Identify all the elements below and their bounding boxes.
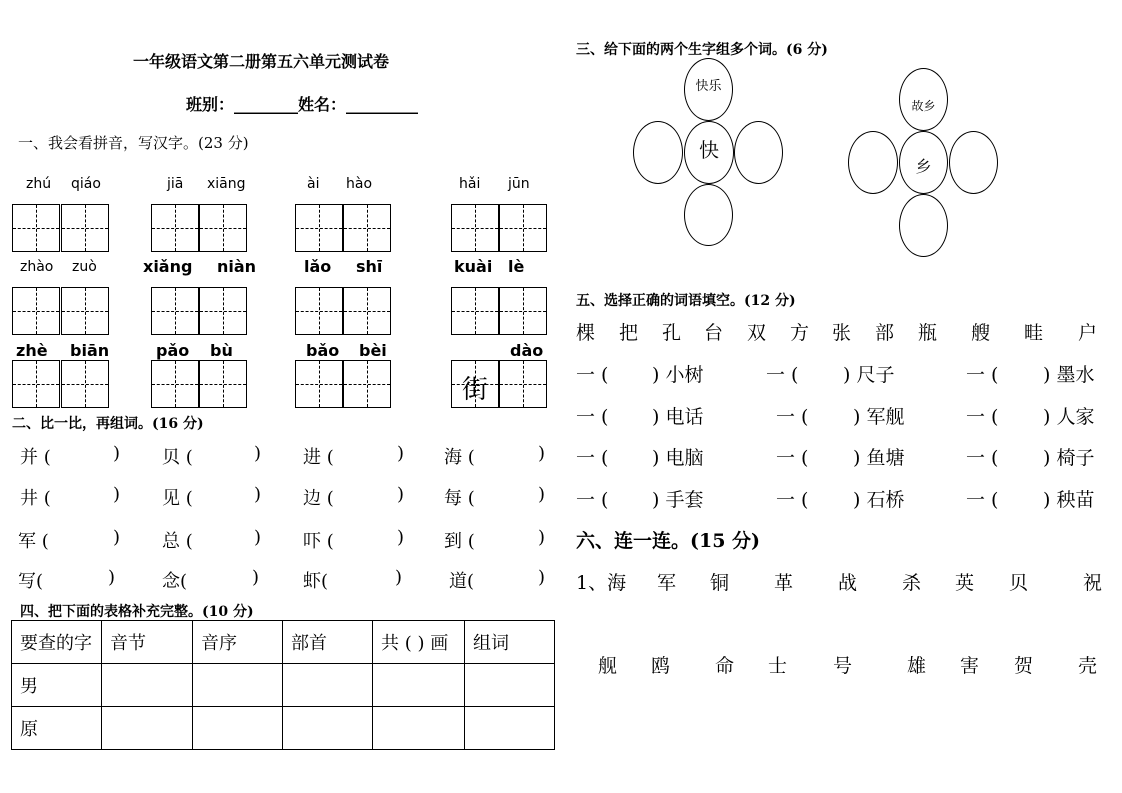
- word-bubble-top[interactable]: [684, 58, 733, 121]
- table-header: 要查的字: [12, 621, 102, 664]
- fill-prefix: 一 (: [776, 406, 809, 428]
- choice-word: 部: [875, 322, 895, 344]
- fill-prefix: 一 (: [576, 489, 609, 511]
- table-row: [12, 707, 555, 750]
- fill-suffix: ) 椅子: [1043, 447, 1095, 469]
- writing-grid-cell[interactable]: [343, 287, 391, 335]
- connect-word-top[interactable]: 军: [657, 572, 677, 594]
- pinyin: zhè: [16, 341, 48, 360]
- connect-word-bottom[interactable]: 舰: [598, 655, 618, 677]
- fill-suffix: ) 军舰: [853, 406, 905, 428]
- connect-word-bottom[interactable]: 命: [715, 655, 735, 677]
- fill-suffix: ) 尺子: [843, 364, 895, 386]
- dictionary-table: [11, 620, 555, 750]
- pinyin: ài: [307, 176, 320, 192]
- pinyin: zhú: [26, 176, 52, 192]
- choice-word: 瓶: [918, 322, 938, 344]
- compare-paren: ): [254, 527, 262, 548]
- pinyin: xiǎng: [143, 257, 193, 276]
- pinyin: bù: [210, 341, 233, 360]
- compare-char: 到 (: [444, 531, 475, 552]
- word-bubble-bottom[interactable]: [899, 194, 948, 257]
- writing-grid-cell[interactable]: [499, 204, 547, 252]
- table-cell-blank[interactable]: [465, 707, 555, 750]
- writing-grid-cell[interactable]: [61, 204, 109, 252]
- compare-char: 军 (: [18, 531, 49, 552]
- table-cell-blank[interactable]: [102, 707, 193, 750]
- writing-grid-cell[interactable]: [12, 287, 60, 335]
- writing-grid-cell[interactable]: [295, 360, 343, 408]
- pinyin: niàn: [217, 257, 257, 276]
- compare-char: 贝 (: [162, 447, 193, 468]
- word-bubble-left[interactable]: [848, 131, 898, 194]
- word-bubble-left[interactable]: [633, 121, 683, 184]
- table-row: [12, 664, 555, 707]
- fill-suffix: ) 电话: [652, 406, 704, 428]
- pinyin: lè: [508, 257, 525, 276]
- connect-word-bottom[interactable]: 鸥: [651, 655, 671, 677]
- table-header-row: [12, 621, 555, 664]
- connect-word-top[interactable]: 英: [955, 572, 975, 594]
- choice-word: 孔: [662, 322, 682, 344]
- table-cell-blank[interactable]: [193, 664, 283, 707]
- compare-char: 道(: [449, 571, 475, 592]
- section6-title: 六、连一连。(15 分): [576, 530, 761, 552]
- writing-grid-cell[interactable]: [199, 287, 247, 335]
- fill-suffix: ) 石桥: [853, 489, 905, 511]
- pinyin: xiāng: [207, 176, 246, 192]
- compare-paren: ): [254, 484, 262, 505]
- fill-prefix: 一 (: [776, 447, 809, 469]
- connect-word-top[interactable]: 贝: [1009, 572, 1029, 594]
- table-cell-blank[interactable]: [283, 664, 373, 707]
- pinyin: zhào: [20, 259, 54, 275]
- fill-prefix: 一 (: [966, 406, 999, 428]
- fill-prefix: 一 (: [966, 364, 999, 386]
- compare-paren: ): [395, 567, 403, 588]
- table-header: 组词: [465, 621, 555, 664]
- compare-paren: ): [254, 443, 262, 464]
- table-cell-blank[interactable]: [193, 707, 283, 750]
- connect-word-top[interactable]: 杀: [902, 572, 922, 594]
- fill-prefix: 一 (: [776, 489, 809, 511]
- choice-word: 双: [747, 322, 767, 344]
- center-character: 乡: [915, 157, 932, 176]
- writing-grid-cell[interactable]: [12, 360, 60, 408]
- fill-prefix: 一 (: [966, 489, 999, 511]
- table-header: 音序: [193, 621, 283, 664]
- fill-suffix: ) 墨水: [1043, 364, 1095, 386]
- connect-word-bottom[interactable]: 雄: [907, 655, 927, 677]
- compare-paren: ): [113, 443, 121, 464]
- writing-grid-cell[interactable]: [499, 287, 547, 335]
- table-header: 部首: [283, 621, 373, 664]
- pinyin: shī: [356, 257, 383, 276]
- compare-char: 海 (: [444, 447, 475, 468]
- section1-title: 一、我会看拼音，写汉字。(23 分): [18, 134, 249, 152]
- pinyin: bèi: [359, 341, 387, 360]
- fill-suffix: ) 电脑: [652, 447, 704, 469]
- writing-grid-cell[interactable]: [499, 360, 547, 408]
- compare-paren: ): [538, 567, 546, 588]
- compare-char: 见 (: [162, 488, 193, 509]
- writing-grid-cell[interactable]: [199, 360, 247, 408]
- class-name-line: 班别：________姓名：_________: [186, 95, 419, 114]
- compare-paren: ): [397, 527, 405, 548]
- compare-paren: ): [538, 484, 546, 505]
- table-header: 音节: [102, 621, 193, 664]
- compare-char: 并 (: [20, 447, 51, 468]
- pinyin: hào: [346, 176, 373, 192]
- bubble-word: 快乐: [695, 79, 722, 94]
- table-cell-blank[interactable]: [373, 664, 465, 707]
- section5-title: 五、选择正确的词语填空。(12 分): [576, 293, 796, 309]
- pinyin: bǎo: [306, 341, 340, 360]
- pinyin: biān: [70, 341, 110, 360]
- compare-char: 井 (: [20, 488, 51, 509]
- compare-char: 边 (: [303, 488, 334, 509]
- connect-word-top[interactable]: 铜: [710, 572, 730, 594]
- compare-char: 虾(: [303, 571, 329, 592]
- connect-word-bottom[interactable]: 贺: [1014, 655, 1034, 677]
- table-header: 共 ( ) 画: [373, 621, 465, 664]
- fill-prefix: 一 (: [576, 447, 609, 469]
- pinyin: hǎi: [459, 176, 481, 192]
- page-title: 一年级语文第二册第五六单元测试卷: [133, 52, 390, 71]
- compare-char: 写(: [18, 571, 44, 592]
- bubble-word: 故乡: [911, 99, 936, 113]
- fill-prefix: 一 (: [966, 447, 999, 469]
- pinyin: kuài: [454, 257, 493, 276]
- writing-grid-cell[interactable]: [343, 360, 391, 408]
- section4-title: 四、把下面的表格补充完整。(10 分): [20, 604, 254, 620]
- writing-grid-cell[interactable]: [61, 287, 109, 335]
- compare-paren: ): [252, 567, 260, 588]
- fill-prefix: 一 (: [766, 364, 799, 386]
- compare-paren: ): [538, 527, 546, 548]
- connect-word-top[interactable]: 1、海: [576, 572, 627, 594]
- choice-word: 棵: [576, 322, 596, 344]
- choice-word: 台: [704, 322, 724, 344]
- choice-word: 艘: [971, 322, 991, 344]
- pinyin: qiáo: [71, 176, 101, 192]
- compare-char: 每 (: [444, 488, 475, 509]
- connect-word-bottom[interactable]: 号: [833, 655, 853, 677]
- table-cell-blank[interactable]: [283, 707, 373, 750]
- pinyin: jūn: [508, 176, 530, 192]
- writing-grid-cell[interactable]: [451, 287, 499, 335]
- compare-char: 进 (: [303, 447, 334, 468]
- writing-grid-cell[interactable]: [151, 360, 199, 408]
- word-bubble-center: [899, 131, 948, 194]
- compare-paren: ): [397, 443, 405, 464]
- compare-paren: ): [113, 484, 121, 505]
- fill-suffix: ) 鱼塘: [853, 447, 905, 469]
- center-character: 快: [699, 138, 719, 162]
- connect-word-top[interactable]: 革: [774, 572, 794, 594]
- word-bubble-right[interactable]: [949, 131, 998, 194]
- connect-word-bottom[interactable]: 士: [768, 655, 788, 677]
- connect-word-top[interactable]: 战: [838, 572, 858, 594]
- word-bubble-bottom[interactable]: [684, 184, 733, 246]
- writing-grid-cell[interactable]: [295, 204, 343, 252]
- pinyin: pǎo: [156, 341, 190, 360]
- writing-grid-cell[interactable]: [12, 204, 60, 252]
- writing-grid-cell[interactable]: [451, 204, 499, 252]
- writing-grid-cell[interactable]: [295, 287, 343, 335]
- pinyin: lǎo: [304, 257, 332, 276]
- table-cell-char: 原: [12, 707, 102, 750]
- choice-word: 畦: [1024, 322, 1044, 344]
- word-bubble-center: [684, 121, 734, 184]
- choice-word: 张: [832, 322, 852, 344]
- compare-paren: ): [108, 567, 116, 588]
- choice-word: 把: [619, 322, 639, 344]
- pinyin: dào: [510, 341, 544, 360]
- word-bubble-right[interactable]: [734, 121, 783, 184]
- compare-paren: ): [538, 443, 546, 464]
- table-cell-blank[interactable]: [373, 707, 465, 750]
- choice-word: 户: [1078, 322, 1098, 344]
- connect-word-top[interactable]: 祝: [1083, 572, 1103, 594]
- writing-grid-cell-filled[interactable]: [451, 360, 499, 408]
- writing-grid-cell[interactable]: [343, 204, 391, 252]
- fill-prefix: 一 (: [576, 364, 609, 386]
- fill-suffix: ) 人家: [1043, 406, 1095, 428]
- compare-paren: ): [113, 527, 121, 548]
- pinyin: jiā: [167, 176, 184, 192]
- writing-grid-cell[interactable]: [151, 204, 199, 252]
- connect-word-bottom[interactable]: 壳: [1078, 655, 1098, 677]
- filled-character: 街: [461, 375, 488, 405]
- fill-suffix: ) 小树: [652, 364, 704, 386]
- table-cell-blank[interactable]: [465, 664, 555, 707]
- compare-char: 吓 (: [303, 531, 334, 552]
- section3-title: 三、给下面的两个生字组多个词。(6 分): [576, 42, 828, 58]
- writing-grid-cell[interactable]: [151, 287, 199, 335]
- fill-prefix: 一 (: [576, 406, 609, 428]
- choice-word: 方: [790, 322, 810, 344]
- section2-title: 二、比一比，再组词。(16 分): [12, 416, 204, 432]
- table-cell-blank[interactable]: [102, 664, 193, 707]
- compare-char: 总 (: [162, 531, 193, 552]
- fill-suffix: ) 手套: [652, 489, 704, 511]
- writing-grid-cell[interactable]: [199, 204, 247, 252]
- fill-suffix: ) 秧苗: [1043, 489, 1095, 511]
- writing-grid-cell[interactable]: [61, 360, 109, 408]
- compare-char: 念(: [162, 571, 188, 592]
- connect-word-bottom[interactable]: 害: [960, 655, 980, 677]
- word-bubble-top[interactable]: [899, 68, 948, 131]
- table-cell-char: 男: [12, 664, 102, 707]
- compare-paren: ): [397, 484, 405, 505]
- pinyin: zuò: [72, 259, 97, 275]
